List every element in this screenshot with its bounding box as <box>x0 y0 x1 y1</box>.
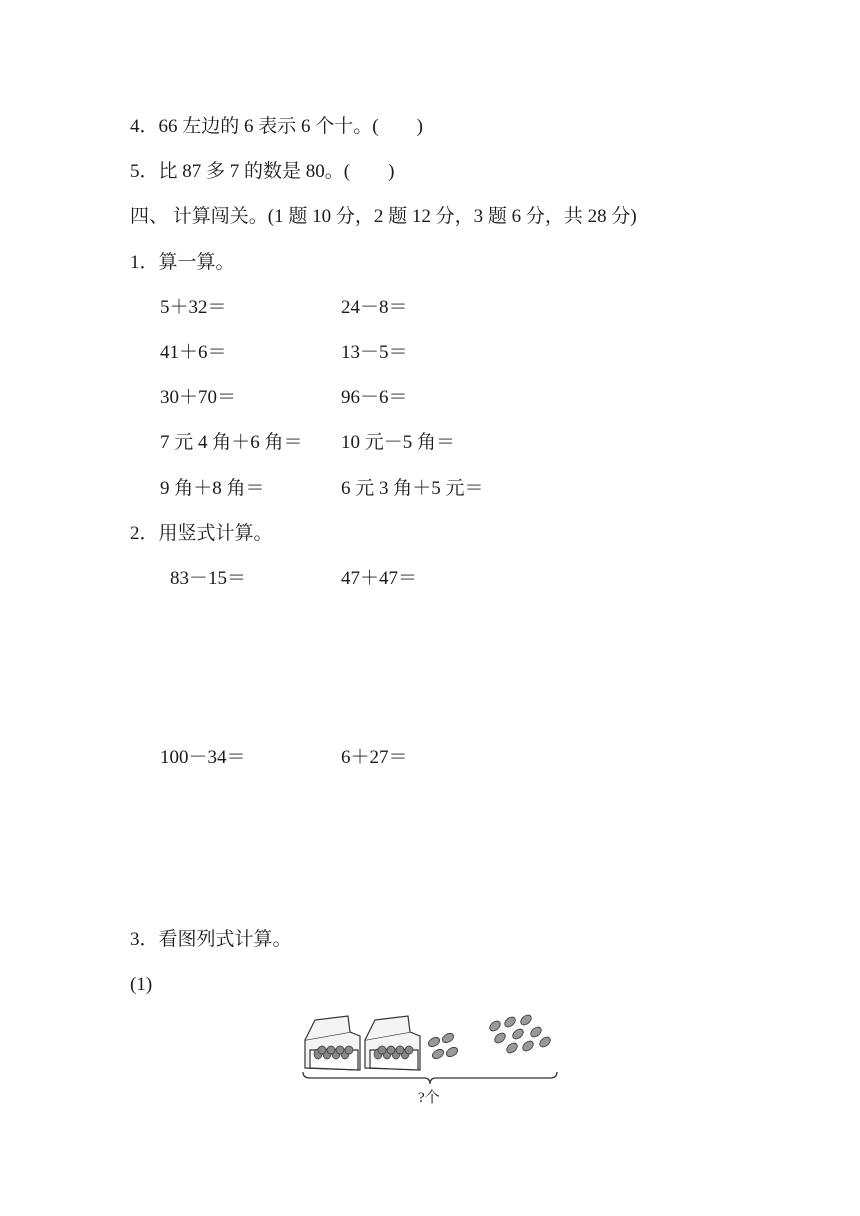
egg-figure <box>300 1010 560 1110</box>
part3-title: 3．看图列式计算。 <box>130 929 292 950</box>
calc-item: 13－5＝ <box>341 342 408 363</box>
part2-title: 2．用竖式计算。 <box>130 523 273 544</box>
loose-eggs-group-2 <box>488 1013 552 1055</box>
vertical-calc-item: 83－15＝ <box>170 568 247 589</box>
calc-item: 6 元 3 角＋5 元＝ <box>341 478 484 499</box>
calc-item: 7 元 4 角＋6 角＝ <box>160 432 303 453</box>
question-5: 5．比 87 多 7 的数是 80。( ) <box>130 161 395 182</box>
vertical-calc-item: 47＋47＝ <box>341 568 418 589</box>
calc-item: 41＋6＝ <box>160 342 227 363</box>
calc-item: 24－8＝ <box>341 297 408 318</box>
egg-carton-1 <box>305 1016 360 1070</box>
egg-carton-2 <box>365 1016 420 1070</box>
calc-item: 96－6＝ <box>341 387 408 408</box>
calc-item: 30＋70＝ <box>160 387 237 408</box>
calc-item: 5＋32＝ <box>160 297 227 318</box>
loose-eggs-group-1 <box>427 1032 459 1061</box>
bracket-brace <box>303 1072 557 1084</box>
calc-item: 9 角＋8 角＝ <box>160 478 265 499</box>
question-4: 4．66 左边的 6 表示 6 个十。( ) <box>130 116 423 137</box>
calc-item: 10 元－5 角＝ <box>341 432 456 453</box>
figure-label: ?个 <box>418 1090 440 1106</box>
sub-question-1: (1) <box>130 974 153 995</box>
vertical-calc-item: 100－34＝ <box>160 747 246 768</box>
vertical-calc-item: 6＋27＝ <box>341 747 408 768</box>
part1-title: 1．算一算。 <box>130 252 235 273</box>
section-heading: 四、 计算闯关。(1 题 10 分，2 题 12 分，3 题 6 分，共 28 分) <box>130 206 637 227</box>
